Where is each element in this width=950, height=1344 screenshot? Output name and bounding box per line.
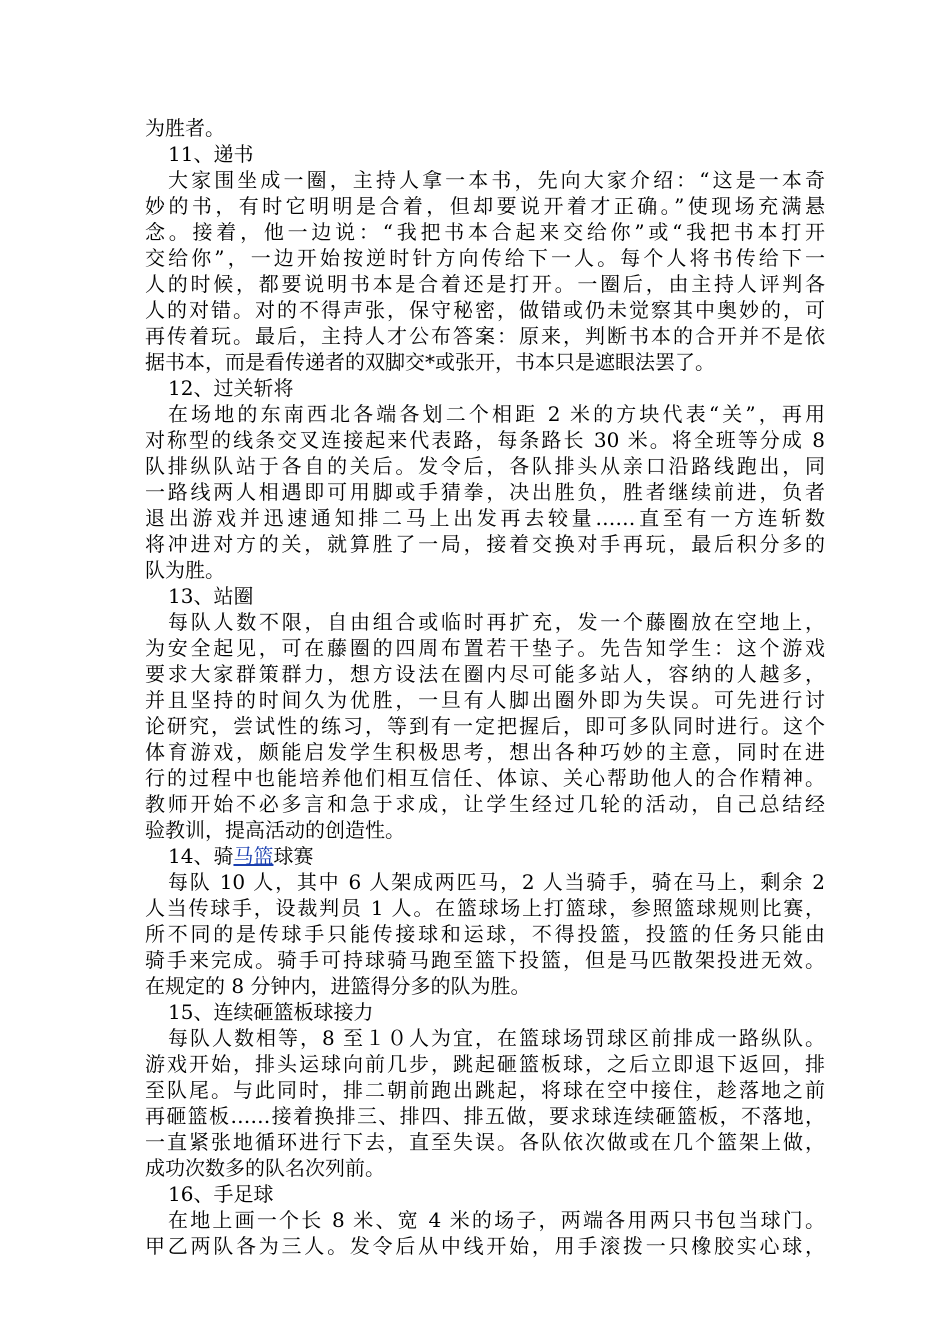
paragraph-line: 所不同的是传球手只能传接球和运球，不得投篮，投篮的任务只能由 bbox=[145, 922, 825, 946]
paragraph-line: 论研究，尝试性的练习，等到有一定把握后，即可多队同时进行。这个 bbox=[145, 714, 825, 738]
paragraph-line: 每队人数相等，8 至１０人为宜，在篮球场罚球区前排成一路纵队。 bbox=[168, 1026, 825, 1050]
paragraph-line: 成功次数多的队名次列前。 bbox=[145, 1156, 385, 1180]
paragraph-line: 为胜者。 bbox=[145, 116, 225, 140]
section-heading: 16、手足球 bbox=[168, 1182, 274, 1206]
paragraph-line: 在场地的东南西北各端各划二个相距 2 米的方块代表“关”，再用 bbox=[168, 402, 825, 426]
paragraph-line: 妙的书，有时它明明是合着，但却要说开着才正确。”使现场充满悬 bbox=[145, 194, 825, 218]
paragraph-line: 行的过程中也能培养他们相互信任、体谅、关心帮助他人的合作精神。 bbox=[145, 766, 825, 790]
paragraph-line: 体育游戏，颇能启发学生积极思考，想出各种巧妙的主意，同时在进 bbox=[145, 740, 825, 764]
paragraph-line: 人的对错。对的不得声张，保守秘密，做错或仍未觉察其中奥妙的，可 bbox=[145, 298, 825, 322]
paragraph-line: 交给你”，一边开始按逆时针方向传给下一人。每个人将书传给下一 bbox=[145, 246, 825, 270]
paragraph-line: 队排纵队站于各自的关后。发令后，各队排头从亲口沿路线跑出，同 bbox=[145, 454, 825, 478]
paragraph-line: 念。接着，他一边说：“我把书本合起来交给你”或“我把书本打开 bbox=[145, 220, 825, 244]
paragraph-line: 退出游戏并迅速通知排二马上出发再去较量……直至有一方连斩数 bbox=[145, 506, 825, 530]
paragraph-line: 对称型的线条交叉连接起来代表路，每条路长 30 米。将全班等分成 8 bbox=[145, 428, 825, 452]
paragraph-line: 在规定的 8 分钟内，进篮得分多的队为胜。 bbox=[145, 974, 531, 998]
section-heading bbox=[145, 843, 825, 869]
document-page bbox=[145, 115, 825, 1259]
paragraph-line: 大家围坐成一圈，主持人拿一本书，先向大家介绍：“这是一本奇 bbox=[168, 168, 825, 192]
hyperlink[interactable]: 马篮 bbox=[233, 844, 274, 868]
paragraph-line: 人当传球手，设裁判员 1 人。在篮球场上打篮球，参照篮球规则比赛， bbox=[145, 896, 825, 920]
paragraph-line: 一直紧张地循环进行下去，直至失误。各队依次做或在几个篮架上做， bbox=[145, 1130, 825, 1154]
heading-prefix: 14、骑 bbox=[168, 844, 234, 868]
heading-suffix: 球赛 bbox=[273, 844, 314, 868]
paragraph-line: 人的时候，都要说明书本是合着还是打开。一圈后，由主持人评判各 bbox=[145, 272, 825, 296]
paragraph-line: 再传着玩。最后，主持人才公布答案：原来，判断书本的合开并不是依 bbox=[145, 324, 825, 348]
paragraph-line: 并且坚持的时间久为优胜，一旦有人脚出圈外即为失误。可先进行讨 bbox=[145, 688, 825, 712]
paragraph-line: 在地上画一个长 8 米、宽 4 米的场子，两端各用两只书包当球门。 bbox=[168, 1208, 825, 1232]
section-heading: 15、连续砸篮板球接力 bbox=[168, 1000, 374, 1024]
paragraph-line: 要求大家群策群力，想方设法在圈内尽可能多站人，容纳的人越多， bbox=[145, 662, 825, 686]
paragraph-line: 将冲进对方的关，就算胜了一局，接着交换对手再玩，最后积分多的 bbox=[145, 532, 825, 556]
paragraph-line: 一路线两人相遇即可用脚或手猜拳，决出胜负，胜者继续前进，负者 bbox=[145, 480, 825, 504]
paragraph-line: 据书本，而是看传递者的双脚交*或张开，书本只是遮眼法罢了。 bbox=[145, 350, 715, 374]
paragraph-line: 至队尾。与此同时，排二朝前跑出跳起，将球在空中接住，趁落地之前 bbox=[145, 1078, 825, 1102]
paragraph-line: 游戏开始，排头运球向前几步，跳起砸篮板球，之后立即退下返回，排 bbox=[145, 1052, 825, 1076]
paragraph-line: 验教训，提高活动的创造性。 bbox=[145, 818, 405, 842]
paragraph-line: 队为胜。 bbox=[145, 558, 225, 582]
paragraph-line: 每队人数不限，自由组合或临时再扩充，发一个藤圈放在空地上， bbox=[168, 610, 825, 634]
paragraph-line: 为安全起见，可在藤圈的四周布置若干垫子。先告知学生：这个游戏 bbox=[145, 636, 825, 660]
paragraph-line: 教师开始不必多言和急于求成，让学生经过几轮的活动，自己总结经 bbox=[145, 792, 825, 816]
paragraph-line: 再砸篮板……接着换排三、排四、排五做，要求球连续砸篮板，不落地， bbox=[145, 1104, 825, 1128]
section-heading: 11、递书 bbox=[168, 142, 254, 166]
paragraph-line: 每队 10 人，其中 6 人架成两匹马，2 人当骑手，骑在马上，剩余 2 bbox=[168, 870, 825, 894]
section-heading: 13、站圈 bbox=[168, 584, 254, 608]
section-heading: 12、过关斩将 bbox=[168, 376, 294, 400]
paragraph-line: 甲乙两队各为三人。发令后从中线开始，用手滚拨一只橡胶实心球， bbox=[145, 1234, 825, 1258]
paragraph-line: 骑手来完成。骑手可持球骑马跑至篮下投篮，但是马匹散架投进无效。 bbox=[145, 948, 825, 972]
